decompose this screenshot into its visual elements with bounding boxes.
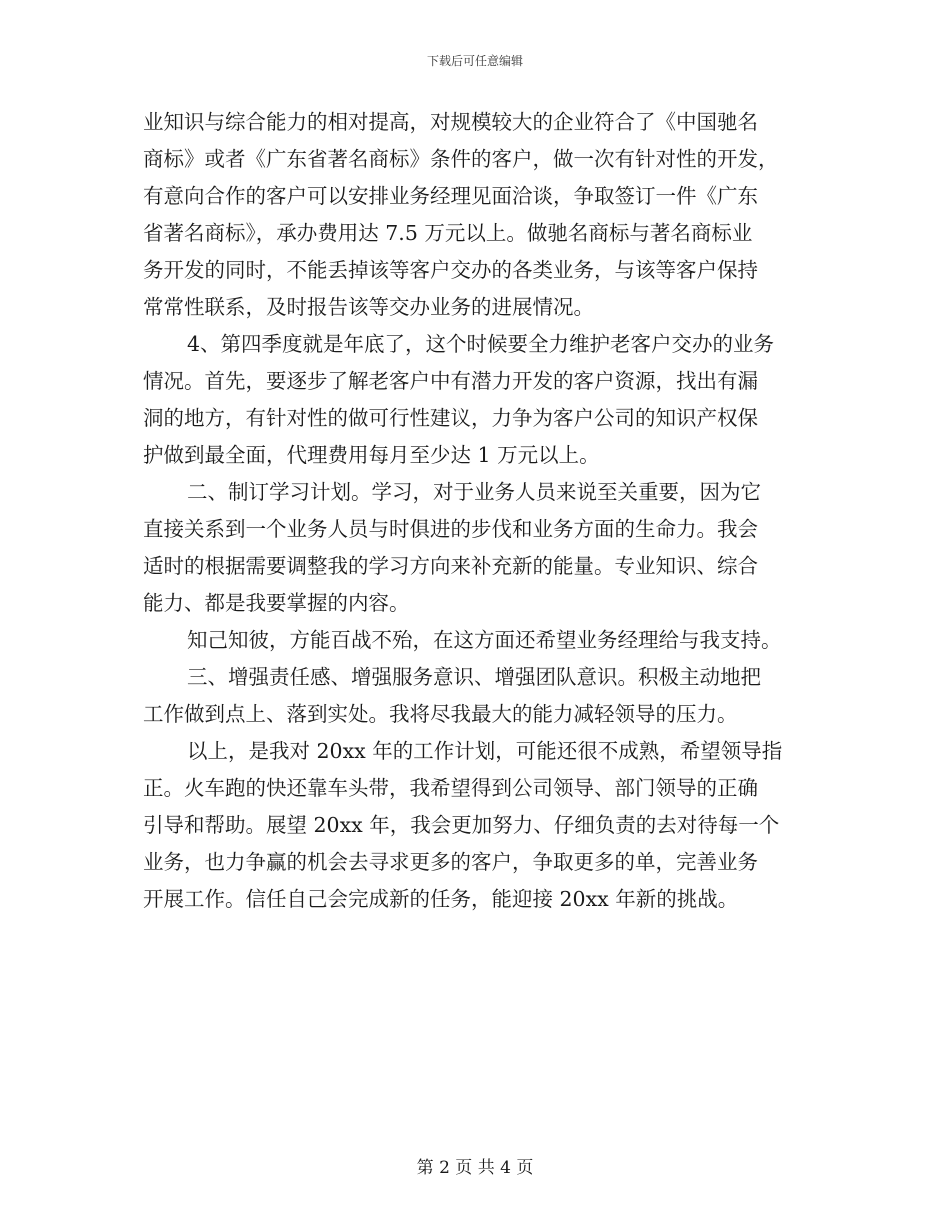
paragraph-line: 业务，也力争赢的机会去寻求更多的客户，争取更多的单，完善业务: [143, 850, 758, 874]
paragraph-first-line: 二、制订学习计划。学习，对于业务人员来说至关重要，因为它: [187, 480, 761, 504]
paragraph-line: 正。火车跑的快还靠车头带，我希望得到公司领导、部门领导的正确: [143, 776, 758, 800]
paragraph-line: 护做到最全面，代理费用每月至少达 1 万元以上。: [143, 443, 600, 467]
paragraph-line: 适时的根据需要调整我的学习方向来补充新的能量。专业知识、综合: [143, 554, 758, 578]
paragraph-line: 直接关系到一个业务人员与时俱进的步伐和业务方面的生命力。我会: [143, 517, 758, 541]
document-body: [143, 104, 813, 918]
paragraph-line: 业知识与综合能力的相对提高，对规模较大的企业符合了《中国驰名: [143, 110, 758, 134]
page-number-footer: 第 2 页 共 4 页: [416, 1158, 534, 1178]
paragraph-line: 开展工作。信任自己会完成新的任务，能迎接 20xx 年新的挑战。: [143, 887, 739, 911]
paragraph-line: 引导和帮助。展望 20xx 年，我会更加努力、仔细负责的去对待每一个: [143, 813, 780, 837]
paragraph-line: 商标》或者《广东省著名商标》条件的客户，做一次有针对性的开发，: [143, 147, 779, 171]
paragraph-line: 情况。首先，要逐步了解老客户中有潜力开发的客户资源，找出有漏: [143, 369, 758, 393]
paragraph-first-line: 知己知彼，方能百战不殆，在这方面还希望业务经理给与我支持。: [187, 628, 782, 652]
paragraph-line: 洞的地方，有针对性的做可行性建议，力争为客户公司的知识产权保: [143, 406, 758, 430]
paragraph-first-line: 三、增强责任感、增强服务意识、增强团队意识。积极主动地把: [187, 665, 761, 689]
page-header-note: 下载后可任意编辑: [426, 54, 523, 68]
paragraph-line: 工作做到点上、落到实处。我将尽我最大的能力减轻领导的压力。: [143, 702, 738, 726]
paragraph-first-line: 4、第四季度就是年底了，这个时候要全力维护老客户交办的业务: [187, 332, 775, 356]
paragraph-line: 有意向合作的客户可以安排业务经理见面洽谈，争取签订一件《广东: [143, 184, 758, 208]
paragraph-line: 能力、都是我要掌握的内容。: [143, 591, 410, 615]
paragraph-line: 省著名商标》，承办费用达 7.5 万元以上。做驰名商标与著名商标业: [143, 221, 753, 245]
paragraph-first-line: 以上，是我对 20xx 年的工作计划，可能还很不成熟，希望领导指: [187, 739, 783, 763]
paragraph-line: 常常性联系，及时报告该等交办业务的进展情况。: [143, 295, 594, 319]
paragraph-line: 务开发的同时，不能丢掉该等客户交办的各类业务，与该等客户保持: [143, 258, 758, 282]
